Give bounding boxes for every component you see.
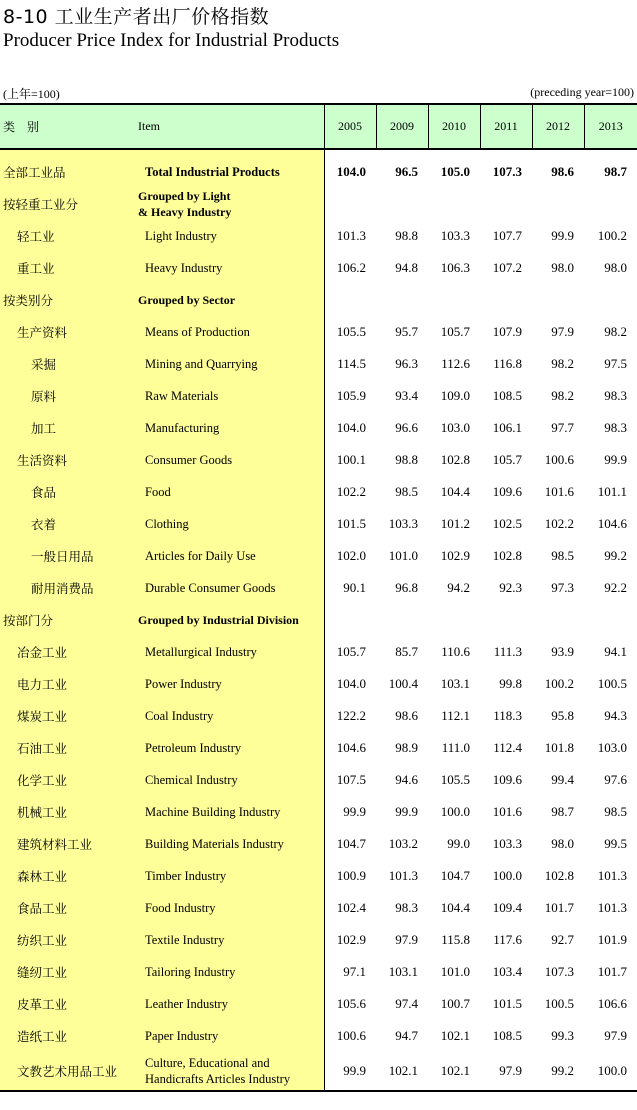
cell-value: 116.8 [493,356,522,371]
cell-value: 118.3 [493,708,522,723]
cell-value: 102.4 [336,900,366,915]
cell-value: 109.4 [492,900,522,915]
cell-value: 102.8 [544,868,574,883]
cell-value: 101.6 [492,804,522,819]
row-label-en: Textile Industry [135,924,324,956]
page-title-cn: 8-10 工业生产者出厂价格指数 [3,6,270,28]
cell-value: 85.7 [395,644,418,659]
cell-value: 96.3 [395,356,418,371]
table-row [0,252,637,284]
cell-value: 98.2 [604,324,627,339]
cell-value: 101.0 [440,964,470,979]
cell-value: 98.0 [551,836,574,851]
cell-value: 105.5 [336,324,366,339]
table-row [0,380,637,412]
cell-value: 101.2 [440,516,470,531]
row-label-en: Timber Industry [135,860,324,892]
cell-value: 105.6 [336,996,366,1011]
table-row [0,828,637,860]
table-row [0,508,637,540]
cell-value: 103.3 [440,228,470,243]
cell-value [532,284,584,316]
cell-value: 103.1 [440,676,470,691]
cell-value: 97.9 [604,1028,627,1043]
row-label-en: Food Industry [135,892,324,924]
cell-value: 109.6 [492,484,522,499]
cell-value: 98.5 [551,548,574,563]
row-label-en: Tailoring Industry [135,956,324,988]
cell-value [532,604,584,636]
row-label-en: Leather Industry [135,988,324,1020]
cell-value: 93.9 [551,644,574,659]
table-row [0,636,637,668]
row-label-cn: 缝纫工业 [0,956,135,988]
table-row [0,764,637,796]
cell-value: 94.6 [395,772,418,787]
cell-value: 122.2 [336,708,366,723]
cell-value: 99.3 [551,1028,574,1043]
header-spacer [0,149,637,156]
row-label-en: Power Industry [135,668,324,700]
row-label-en: Paper Industry [135,1020,324,1052]
row-label-en: Articles for Daily Use [135,540,324,572]
cell-value [532,188,584,220]
cell-value: 100.6 [544,452,574,467]
cell-value: 111.0 [441,740,470,755]
cell-value: 94.7 [395,1028,418,1043]
table-row [0,220,637,252]
cell-value: 100.0 [440,804,470,819]
cell-value: 99.9 [343,804,366,819]
cell-value: 107.7 [492,228,522,243]
cell-value: 110.6 [441,644,470,659]
row-label-en: Culture, Educational and Handicrafts Articles Industry [135,1052,324,1091]
cell-value: 104.6 [597,516,627,531]
cell-value: 107.9 [492,324,522,339]
row-label-en: Coal Industry [135,700,324,732]
cell-value: 102.1 [376,1052,428,1091]
cell-value [480,604,532,636]
row-label-en: Metallurgical Industry [135,636,324,668]
header-year: 2005 [324,104,376,149]
row-label-en: Light Industry [135,220,324,252]
cell-value: 106.3 [440,260,470,275]
cell-value: 98.0 [551,260,574,275]
cell-value: 103.4 [492,964,522,979]
table-group-row [0,284,637,316]
table-row [0,572,637,604]
cell-value [324,284,376,316]
page-title-en: Producer Price Index for Industrial Products [3,30,340,51]
cell-value [584,604,637,636]
header-year: 2010 [428,104,480,149]
cell-value: 100.0 [492,868,522,883]
unit-note-en: (preceding year=100) [530,85,634,99]
cell-value [480,284,532,316]
table-row [0,860,637,892]
cell-value: 100.1 [336,452,366,467]
cell-value: 101.5 [336,516,366,531]
cell-value: 104.0 [336,676,366,691]
cell-value: 98.9 [395,740,418,755]
row-label-en: Machine Building Industry [135,796,324,828]
cell-value: 103.0 [597,740,627,755]
cell-value: 102.5 [492,516,522,531]
row-label-cn: 皮革工业 [0,988,135,1020]
cell-value: 94.1 [604,644,627,659]
cell-value: 101.3 [388,868,418,883]
cell-value: 99.9 [551,228,574,243]
row-label-en: Clothing [135,508,324,540]
table-row [0,700,637,732]
cell-value: 112.1 [441,708,470,723]
cell-value: 104.0 [336,420,366,435]
cell-value: 101.1 [597,484,627,499]
cell-value: 108.5 [492,388,522,403]
cell-value: 97.4 [395,996,418,1011]
row-label-cn: 按部门分 [0,604,135,636]
row-label-en: Means of Production [135,316,324,348]
row-label-cn: 石油工业 [0,732,135,764]
row-label-cn: 轻工业 [0,220,135,252]
cell-value: 102.1 [440,1028,470,1043]
row-label-cn: 生活资料 [0,444,135,476]
table-row [0,732,637,764]
header-year: 2013 [584,104,637,149]
cell-value: 102.2 [336,484,366,499]
cell-value: 105.7 [492,452,522,467]
cell-value: 99.2 [604,548,627,563]
header-item-en: Item [135,104,324,149]
cell-value: 102.9 [336,932,366,947]
cell-value [428,188,480,220]
row-label-en: Raw Materials [135,380,324,412]
row-label-en: Consumer Goods [135,444,324,476]
header-category-cn: 类 别 [0,104,135,149]
cell-value: 104.4 [440,900,470,915]
cell-value: 93.4 [395,388,418,403]
cell-value: 101.8 [544,740,574,755]
table-row [0,156,637,188]
row-label-cn: 森林工业 [0,860,135,892]
cell-value: 101.3 [597,900,627,915]
cell-value: 100.6 [336,1028,366,1043]
row-label-cn: 电力工业 [0,668,135,700]
row-label-en: Manufacturing [135,412,324,444]
row-label-en: Mining and Quarrying [135,348,324,380]
cell-value [324,188,376,220]
cell-value: 102.2 [544,516,574,531]
row-label-en: Food [135,476,324,508]
cell-value: 102.1 [428,1052,480,1091]
cell-value: 100.7 [440,996,470,1011]
cell-value: 105.7 [440,324,470,339]
cell-value: 98.0 [604,260,627,275]
cell-value: 101.3 [336,228,366,243]
cell-value: 101.7 [544,900,574,915]
cell-value [428,284,480,316]
row-label-en: Grouped by Industrial Division [135,604,324,636]
cell-value: 108.5 [492,1028,522,1043]
cell-value: 98.7 [604,164,627,179]
cell-value: 100.9 [336,868,366,883]
cell-value: 104.0 [336,164,366,179]
table-row [0,796,637,828]
cell-value: 104.7 [336,836,366,851]
cell-value: 99.0 [447,836,470,851]
cell-value: 99.9 [324,1052,376,1091]
row-label-en: Durable Consumer Goods [135,572,324,604]
cell-value: 97.5 [604,356,627,371]
cell-value: 92.7 [551,932,574,947]
row-label-cn: 生产资料 [0,316,135,348]
row-label-cn: 文教艺术用品工业 [0,1052,135,1091]
cell-value: 98.8 [395,228,418,243]
cell-value: 105.7 [336,644,366,659]
cell-value: 104.4 [440,484,470,499]
cell-value: 101.0 [388,548,418,563]
cell-value: 106.2 [336,260,366,275]
table-row [0,988,637,1020]
cell-value: 100.0 [584,1052,637,1091]
cell-value: 101.5 [492,996,522,1011]
cell-value: 103.0 [440,420,470,435]
table-group-row [0,604,637,636]
row-label-cn: 按轻重工业分 [0,188,135,220]
row-label-cn: 纺织工业 [0,924,135,956]
cell-value: 100.2 [544,676,574,691]
row-label-cn: 加工 [0,412,135,444]
cell-value: 103.1 [388,964,418,979]
cell-value [428,604,480,636]
cell-value: 100.5 [544,996,574,1011]
row-label-en: Chemical Industry [135,764,324,796]
cell-value: 104.6 [336,740,366,755]
cell-value: 99.4 [551,772,574,787]
cell-value: 107.2 [492,260,522,275]
row-label-cn: 化学工业 [0,764,135,796]
table-header [0,104,637,149]
row-label-cn: 采掘 [0,348,135,380]
cell-value: 102.0 [336,548,366,563]
cell-value: 114.5 [337,356,366,371]
cell-value [480,188,532,220]
cell-value: 98.2 [551,388,574,403]
row-label-cn: 煤炭工业 [0,700,135,732]
cell-value: 92.3 [499,580,522,595]
cell-value [376,604,428,636]
cell-value: 98.3 [395,900,418,915]
row-label-en: Building Materials Industry [135,828,324,860]
cell-value: 94.3 [604,708,627,723]
cell-value: 94.2 [447,580,470,595]
cell-value: 97.9 [551,324,574,339]
cell-value: 97.6 [604,772,627,787]
row-label-en: Grouped by Light & Heavy Industry [135,188,324,220]
row-label-cn: 按类别分 [0,284,135,316]
cell-value: 101.6 [544,484,574,499]
cell-value: 95.7 [395,324,418,339]
table-row [0,1052,637,1091]
cell-value [376,284,428,316]
cell-value [584,188,637,220]
cell-value: 98.3 [604,420,627,435]
cell-value: 103.3 [492,836,522,851]
cell-value: 102.8 [492,548,522,563]
table-row [0,540,637,572]
table-row [0,412,637,444]
table-row [0,444,637,476]
table-row [0,668,637,700]
cell-value: 99.9 [604,452,627,467]
cell-value: 92.2 [604,580,627,595]
table-body [0,149,637,1091]
cell-value: 100.5 [597,676,627,691]
cell-value: 98.5 [604,804,627,819]
cell-value [584,284,637,316]
cell-value: 102.9 [440,548,470,563]
cell-value: 95.8 [551,708,574,723]
row-label-en: Heavy Industry [135,252,324,284]
cell-value: 104.7 [440,868,470,883]
cell-value: 96.6 [395,420,418,435]
cell-value: 97.3 [551,580,574,595]
row-label-cn: 食品 [0,476,135,508]
row-label-cn: 建筑材料工业 [0,828,135,860]
cell-value: 98.7 [551,804,574,819]
cell-value: 103.2 [388,836,418,851]
cell-value: 98.6 [551,164,574,179]
cell-value: 96.5 [395,164,418,179]
table-row [0,924,637,956]
cell-value: 97.9 [395,932,418,947]
table-row [0,476,637,508]
cell-value: 112.4 [493,740,522,755]
row-label-cn: 一般日用品 [0,540,135,572]
cell-value: 109.0 [440,388,470,403]
row-label-cn: 耐用消费品 [0,572,135,604]
header-year: 2012 [532,104,584,149]
cell-value: 98.3 [604,388,627,403]
table-row [0,316,637,348]
cell-value: 100.2 [597,228,627,243]
row-label-en: Petroleum Industry [135,732,324,764]
table-group-row [0,188,637,220]
cell-value: 105.0 [440,164,470,179]
cell-value: 105.9 [336,388,366,403]
cell-value: 101.9 [597,932,627,947]
row-label-cn: 机械工业 [0,796,135,828]
row-label-cn: 重工业 [0,252,135,284]
cell-value: 102.8 [440,452,470,467]
row-label-cn: 食品工业 [0,892,135,924]
cell-value: 101.7 [597,964,627,979]
cell-value: 109.6 [492,772,522,787]
cell-value: 98.5 [395,484,418,499]
cell-value [324,604,376,636]
table-row [0,348,637,380]
cell-value: 117.6 [493,932,522,947]
cell-value: 97.9 [480,1052,532,1091]
cell-value: 99.9 [395,804,418,819]
row-label-cn: 冶金工业 [0,636,135,668]
row-label-en: Grouped by Sector [135,284,324,316]
cell-value: 99.5 [604,836,627,851]
header-year: 2009 [376,104,428,149]
table-row [0,956,637,988]
cell-value: 115.8 [441,932,470,947]
cell-value: 96.8 [395,580,418,595]
row-label-cn: 原料 [0,380,135,412]
cell-value: 98.6 [395,708,418,723]
table-row [0,1020,637,1052]
cell-value: 106.1 [492,420,522,435]
cell-value: 111.3 [493,644,522,659]
cell-value: 99.2 [532,1052,584,1091]
cell-value: 112.6 [441,356,470,371]
cell-value: 98.8 [395,452,418,467]
cell-value: 107.3 [492,164,522,179]
header-year: 2011 [480,104,532,149]
cell-value [376,188,428,220]
row-label-cn: 衣着 [0,508,135,540]
cell-value: 101.3 [597,868,627,883]
cell-value: 99.8 [499,676,522,691]
cell-value: 100.4 [388,676,418,691]
cell-value: 106.6 [597,996,627,1011]
cell-value: 107.3 [544,964,574,979]
cell-value: 94.8 [395,260,418,275]
cell-value: 107.5 [336,772,366,787]
row-label-en: Total Industrial Products [135,156,324,188]
ppi-table [0,103,637,1092]
row-label-cn: 造纸工业 [0,1020,135,1052]
cell-value: 103.3 [388,516,418,531]
cell-value: 97.7 [551,420,574,435]
unit-note-cn: (上年=100) [3,87,60,101]
cell-value: 97.1 [343,964,366,979]
cell-value: 90.1 [343,580,366,595]
row-label-cn: 全部工业品 [0,156,135,188]
table-row [0,892,637,924]
cell-value: 105.5 [440,772,470,787]
cell-value: 98.2 [551,356,574,371]
